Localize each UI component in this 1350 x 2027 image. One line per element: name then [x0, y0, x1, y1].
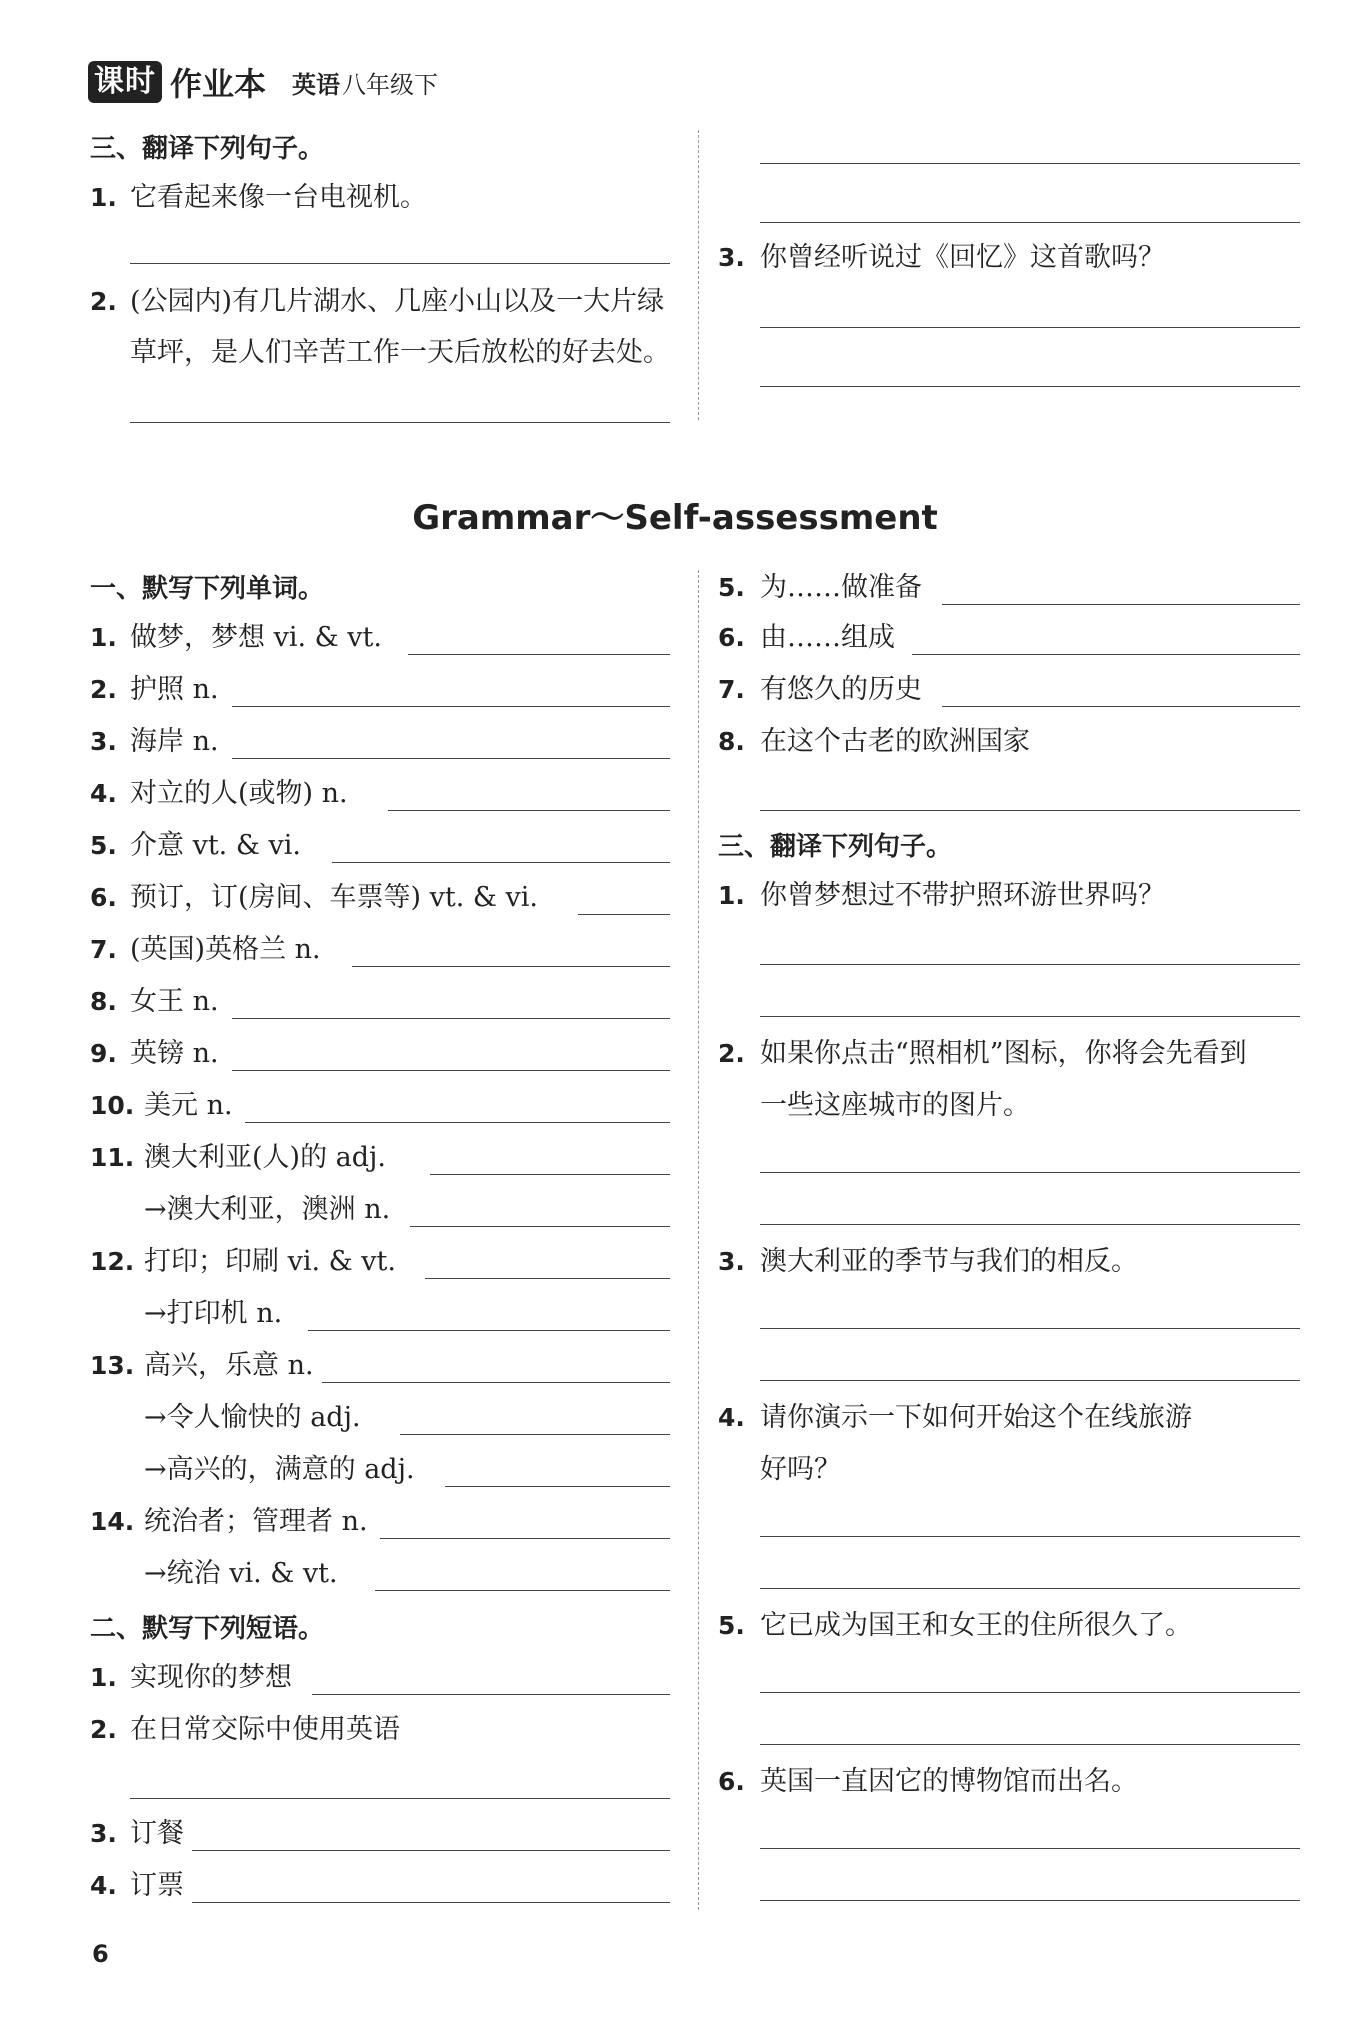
- answer-line[interactable]: [760, 1380, 1300, 1381]
- list-subitem: →统治 vi. & vt.: [144, 1558, 338, 1589]
- answer-line[interactable]: [130, 422, 670, 423]
- list-item: 1. 你曾梦想过不带护照环游世界吗？: [718, 880, 1165, 911]
- answer-line[interactable]: [400, 1434, 670, 1435]
- answer-line[interactable]: [942, 604, 1300, 605]
- column-divider: [698, 570, 699, 1910]
- answer-line[interactable]: [760, 222, 1300, 223]
- answer-line[interactable]: [760, 1848, 1300, 1849]
- answer-line[interactable]: [245, 1122, 670, 1123]
- list-item: 1. 它看起来像一台电视机。: [90, 182, 427, 213]
- answer-line[interactable]: [232, 1070, 670, 1071]
- answer-line[interactable]: [425, 1278, 670, 1279]
- answer-line[interactable]: [430, 1174, 670, 1175]
- answer-line[interactable]: [578, 914, 670, 915]
- list-item: 4. 对立的人(或物) n.: [90, 778, 348, 809]
- answer-line[interactable]: [760, 1172, 1300, 1173]
- section1-title: 一、默写下列单词。: [90, 574, 325, 604]
- list-item: 3. 海岸 n.: [90, 726, 219, 757]
- list-item: 8. 在这个古老的欧洲国家: [718, 726, 1030, 757]
- answer-line[interactable]: [380, 1538, 670, 1539]
- answer-line[interactable]: [192, 1902, 670, 1903]
- answer-line[interactable]: [760, 1900, 1300, 1901]
- list-item-continuation: 草坪，是人们辛苦工作一天后放松的好去处。: [130, 337, 670, 368]
- list-item: 2. (公园内)有几片湖水、几座小山以及一大片绿: [90, 286, 665, 317]
- list-item: 1. 实现你的梦想: [90, 1662, 292, 1693]
- list-item: 14. 统治者；管理者 n.: [90, 1506, 368, 1537]
- list-item: 5. 介意 vt. & vi.: [90, 830, 301, 861]
- answer-line[interactable]: [760, 810, 1300, 811]
- answer-line[interactable]: [760, 964, 1300, 965]
- answer-line[interactable]: [760, 163, 1300, 164]
- answer-line[interactable]: [308, 1330, 670, 1331]
- list-item: 4. 订票: [90, 1870, 184, 1901]
- list-subitem: →令人愉快的 adj.: [144, 1402, 361, 1433]
- list-item: 5. 它已成为国王和女王的住所很久了。: [718, 1610, 1192, 1641]
- list-item: 9. 英镑 n.: [90, 1038, 219, 1069]
- list-item: 10. 美元 n.: [90, 1090, 233, 1121]
- answer-line[interactable]: [375, 1590, 670, 1591]
- answer-line[interactable]: [760, 1536, 1300, 1537]
- list-item: 3. 澳大利亚的季节与我们的相反。: [718, 1246, 1138, 1277]
- list-item: 11. 澳大利亚(人)的 adj.: [90, 1142, 386, 1173]
- list-item: 7. (英国)英格兰 n.: [90, 934, 321, 965]
- answer-line[interactable]: [410, 1226, 670, 1227]
- answer-line[interactable]: [388, 810, 670, 811]
- answer-line[interactable]: [760, 1328, 1300, 1329]
- list-item: 6. 预订，订(房间、车票等) vt. & vi.: [90, 882, 539, 913]
- top-section-title: 三、翻译下列句子。: [90, 134, 325, 164]
- list-item: 5. 为……做准备: [718, 572, 922, 603]
- page-number: 6: [92, 1940, 109, 1968]
- column-divider: [698, 130, 699, 420]
- list-item: 1. 做梦，梦想 vi. & vt.: [90, 622, 382, 653]
- section2-title: 二、默写下列短语。: [90, 1614, 325, 1644]
- answer-line[interactable]: [760, 1588, 1300, 1589]
- list-item: 13. 高兴，乐意 n.: [90, 1350, 314, 1381]
- list-item-continuation: 好吗？: [760, 1454, 841, 1485]
- answer-line[interactable]: [232, 706, 670, 707]
- answer-line[interactable]: [312, 1694, 670, 1695]
- answer-line[interactable]: [232, 758, 670, 759]
- answer-line[interactable]: [408, 654, 670, 655]
- logo: 课时: [88, 61, 162, 103]
- answer-line[interactable]: [760, 1224, 1300, 1225]
- list-item: 2. 在日常交际中使用英语: [90, 1714, 400, 1745]
- answer-line[interactable]: [322, 1382, 670, 1383]
- subject: 英语: [292, 70, 341, 99]
- list-item: 2. 护照 n.: [90, 674, 219, 705]
- list-item: 8. 女王 n.: [90, 986, 219, 1017]
- list-item: 4. 请你演示一下如何开始这个在线旅游: [718, 1402, 1192, 1433]
- list-item: 12. 打印；印刷 vi. & vt.: [90, 1246, 396, 1277]
- answer-line[interactable]: [760, 327, 1300, 328]
- list-item: 3. 你曾经听说过《回忆》这首歌吗？: [718, 242, 1165, 273]
- list-item: 7. 有悠久的历史: [718, 674, 922, 705]
- list-item: 2. 如果你点击“照相机”图标，你将会先看到: [718, 1038, 1247, 1069]
- answer-line[interactable]: [445, 1486, 670, 1487]
- answer-line[interactable]: [332, 862, 670, 863]
- brand-name: 作业本: [170, 65, 267, 103]
- answer-line[interactable]: [130, 1798, 670, 1799]
- answer-line[interactable]: [912, 654, 1300, 655]
- section3-title: 三、翻译下列句子。: [718, 832, 953, 862]
- list-subitem: →高兴的，满意的 adj.: [144, 1454, 415, 1485]
- list-item-continuation: 一些这座城市的图片。: [760, 1090, 1030, 1121]
- answer-line[interactable]: [232, 1018, 670, 1019]
- list-subitem: →澳大利亚，澳洲 n.: [144, 1194, 391, 1225]
- list-item: 6. 英国一直因它的博物馆而出名。: [718, 1766, 1138, 1797]
- list-item: 3. 订餐: [90, 1818, 184, 1849]
- answer-line[interactable]: [760, 1692, 1300, 1693]
- grade: 八年级下: [342, 70, 439, 99]
- answer-line[interactable]: [942, 706, 1300, 707]
- answer-line[interactable]: [192, 1850, 670, 1851]
- answer-line[interactable]: [760, 1016, 1300, 1017]
- answer-line[interactable]: [352, 966, 670, 967]
- page-title: Grammar～Self-assessment: [412, 498, 938, 538]
- answer-line[interactable]: [130, 263, 670, 264]
- page-header: [88, 58, 438, 106]
- list-item: 6. 由……组成: [718, 622, 895, 653]
- answer-line[interactable]: [760, 1744, 1300, 1745]
- answer-line[interactable]: [760, 386, 1300, 387]
- list-subitem: →打印机 n.: [144, 1298, 283, 1329]
